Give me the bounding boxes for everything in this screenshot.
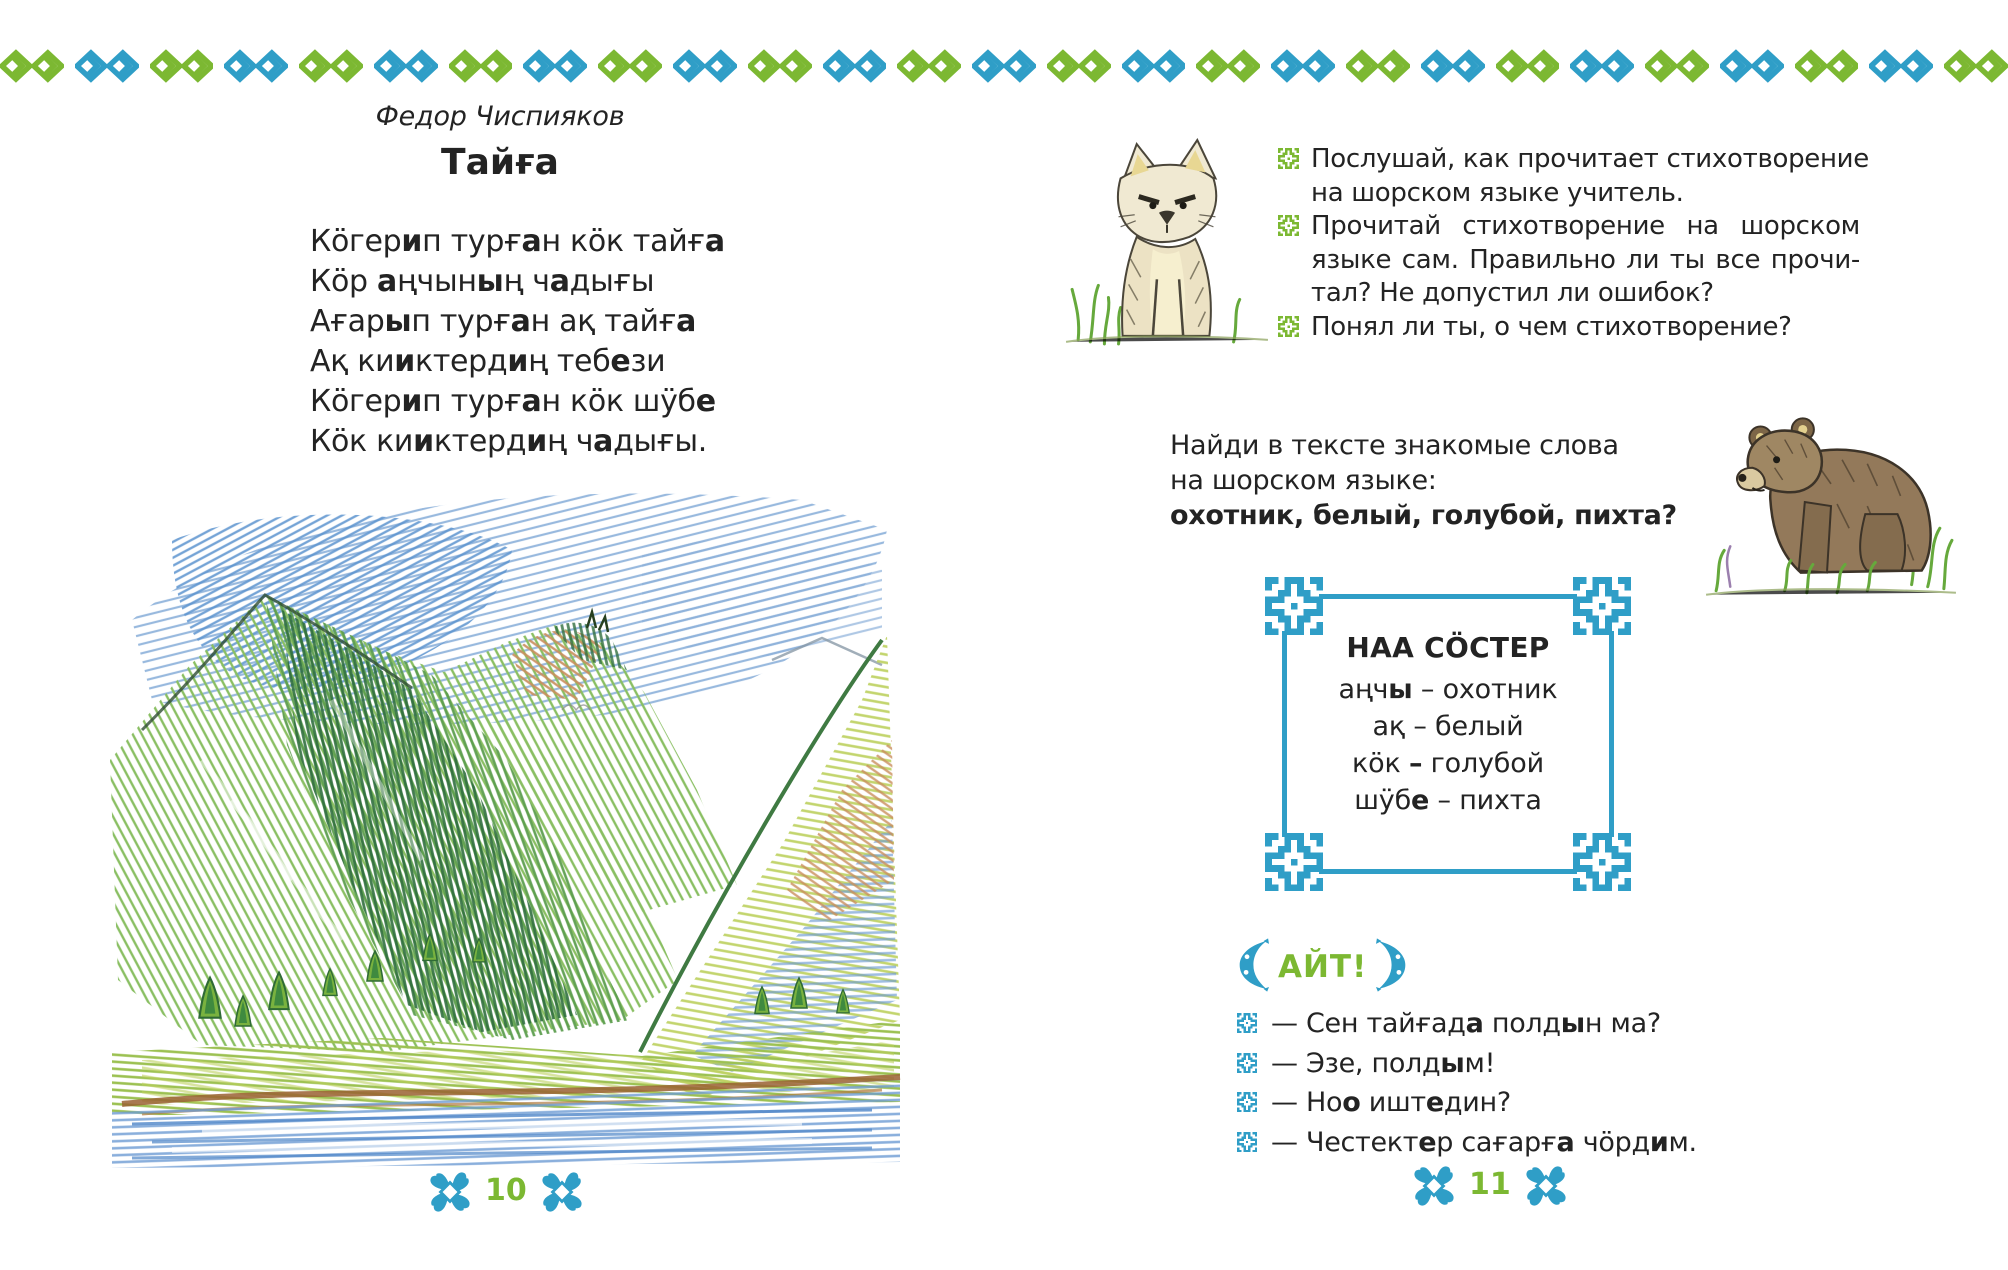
poem-line: Кӧгерип турған кӧк тайға (310, 224, 725, 259)
blue-knot-bullet-icon (1237, 1092, 1257, 1112)
curl-bracket-icon (1236, 938, 1269, 992)
meander-motif-icon (1196, 47, 1260, 85)
task-line: языке сам. Правильно ли ты все прочи- (1311, 244, 1860, 275)
bracket-left-icon (1236, 938, 1269, 996)
curl-bracket-icon (1376, 938, 1409, 992)
taiga-mountain-illustration (82, 460, 914, 1174)
green-knot-bullet-icon (1278, 148, 1299, 169)
meander-motif-icon (1421, 47, 1485, 85)
meander-motif-icon (673, 47, 737, 85)
vocab-entry: аңчы – охотник (1338, 674, 1558, 705)
rosette-icon (1524, 1164, 1568, 1208)
poem-line: Ағарып турған ақ тайға (310, 304, 697, 339)
rosette-icon (540, 1170, 584, 1214)
meander-motif-icon (374, 47, 438, 85)
task-item (1278, 210, 1860, 311)
meander-motif-icon (1869, 47, 1933, 85)
blue-knot-icon (1237, 1132, 1257, 1152)
meander-motif-icon (1122, 47, 1186, 85)
vocab-entry: шӱбе – пихта (1354, 785, 1542, 816)
meander-motif-icon (1944, 47, 2008, 85)
bracket-right-icon (1376, 938, 1409, 996)
poem-line: Кӧк кииктердиң чадығы. (310, 424, 707, 459)
vocab-entry: кӧк – голубой (1352, 748, 1544, 779)
page-number-text: 11 (1469, 1166, 1511, 1202)
rosette-icon (428, 1170, 472, 1214)
meander-motif-icon (1645, 47, 1709, 85)
green-knot-icon (1278, 148, 1299, 169)
diamond-rosette-icon (540, 1170, 584, 1214)
page-number-right (1412, 1164, 1568, 1208)
dialogue-line: — Эзе, полдым! (1237, 1044, 1697, 1084)
poem-title: Тайға (441, 142, 559, 183)
meander-motif-icon (224, 47, 288, 85)
dialogue-line: — Сен тайғада полдын ма? (1237, 1004, 1697, 1044)
vocab-entry: ақ – белый (1372, 711, 1524, 742)
meander-motif-icon (1720, 47, 1784, 85)
find-words-line: Найди в тексте знакомые слова (1170, 430, 1619, 461)
bear-cub-illustration (1696, 393, 1964, 603)
meander-motif-icon (449, 47, 513, 85)
meander-motif-icon (823, 47, 887, 85)
meander-motif-icon (598, 47, 662, 85)
new-words-content (1265, 577, 1631, 891)
speak-label: АЙТ! (1278, 949, 1368, 985)
task-line: Прочитай стихотворение на шорском (1311, 211, 1860, 241)
task-item (1278, 311, 1860, 345)
dialogue-block (1237, 1004, 1697, 1162)
find-words-bold-line: охотник, белый, голубой, пихта? (1170, 500, 1677, 531)
poem-line: Кӧр аңчының чадығы (310, 264, 655, 299)
meander-motif-icon (1346, 47, 1410, 85)
poem-author: Федор Чиспияков (375, 101, 625, 132)
meander-motif-icon (1496, 47, 1560, 85)
diamond-rosette-icon (428, 1170, 472, 1214)
new-words-title: НАА СӦСТЕР (1346, 631, 1550, 664)
meander-motif-icon (1795, 47, 1859, 85)
green-knot-bullet-icon (1278, 215, 1299, 236)
meander-motif-icon (75, 47, 139, 85)
meander-motif-icon (1570, 47, 1634, 85)
task-line: Послушай, как прочитает стихотворение (1311, 144, 1869, 174)
meander-motif-icon (748, 47, 812, 85)
blue-knot-bullet-icon (1237, 1013, 1257, 1033)
task-list (1278, 143, 1869, 344)
diamond-rosette-icon (1524, 1164, 1568, 1208)
meander-motif-icon (1047, 47, 1111, 85)
green-knot-icon (1278, 316, 1299, 337)
meander-motif-icon (0, 47, 64, 85)
task-item (1278, 143, 1869, 210)
poem-line: Ақ кииктердиң тебези (310, 344, 666, 379)
rosette-icon (1412, 1164, 1456, 1208)
blue-knot-icon (1237, 1013, 1257, 1033)
blue-knot-bullet-icon (1237, 1053, 1257, 1073)
dialogue-line: — Честектер сағарға чӧрдим. (1237, 1123, 1697, 1163)
task-line: Понял ли ты, о чем стихотворение? (1311, 311, 1792, 342)
poem-line: Кӧгерип турған кӧк шӱбе (310, 384, 716, 419)
blue-knot-icon (1237, 1092, 1257, 1112)
dialogue-line: — Ноо иштедин? (1237, 1083, 1697, 1123)
blue-knot-icon (1237, 1053, 1257, 1073)
poem-text (310, 222, 725, 462)
find-words-line: на шорском языке: (1170, 465, 1437, 496)
meander-motif-icon (897, 47, 961, 85)
meander-motif-icon (299, 47, 363, 85)
task-line: тал? Не допустил ли ошибок? (1311, 278, 1714, 308)
fox-cub-illustration (1060, 138, 1274, 352)
green-knot-bullet-icon (1278, 316, 1299, 337)
ornamental-top-border (0, 46, 2008, 86)
diamond-rosette-icon (1412, 1164, 1456, 1208)
page-number-left (428, 1170, 584, 1214)
green-knot-icon (1278, 215, 1299, 236)
blue-knot-bullet-icon (1237, 1132, 1257, 1152)
new-words-box (1265, 577, 1631, 891)
meander-motif-icon (972, 47, 1036, 85)
page-number-text: 10 (485, 1172, 527, 1208)
find-words-block (1170, 428, 1677, 533)
meander-motif-icon (523, 47, 587, 85)
task-line: на шорском языке учитель. (1311, 177, 1684, 208)
meander-motif-icon (1271, 47, 1335, 85)
speak-header (1236, 938, 1409, 996)
meander-motif-icon (150, 47, 214, 85)
